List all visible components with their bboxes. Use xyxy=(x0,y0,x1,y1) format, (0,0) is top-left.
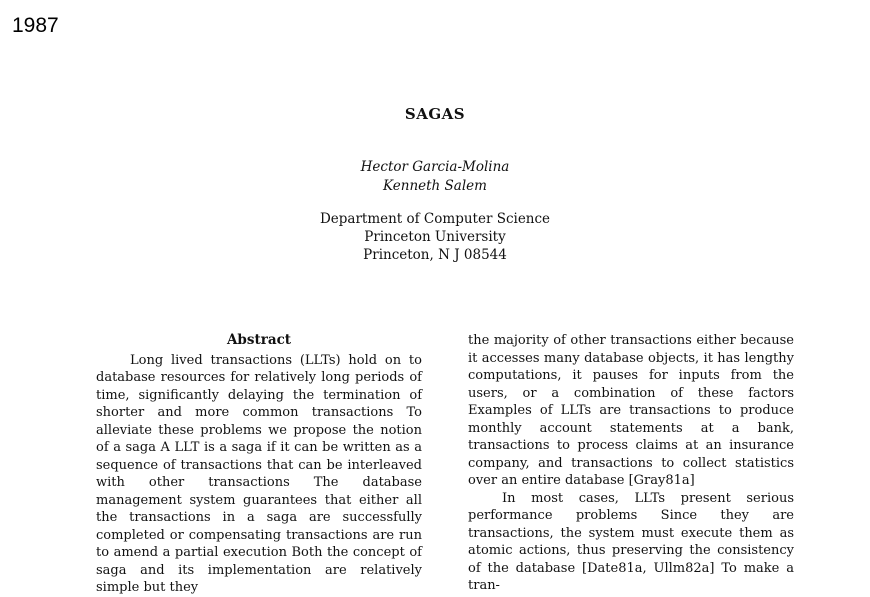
affiliation-line: Department of Computer Science xyxy=(319,211,551,227)
abstract-heading: Abstract xyxy=(226,332,292,348)
abstract-paragraph: Long lived transactions (LLTs) hold on to database resources for relatively long periods of time, significantly delaying the termination of shorter and more common transactions To alleviate these problems we propose the notion of a saga A LLT is a saga if it can be written as a sequence of transactions that can be interleaved with other transactions The database management system guarantees that either all the transactions in a saga are successfully completed or compensating transactions are run to amend a partial execution Both the concept of saga and its implementation are relatively simple but they xyxy=(96,352,422,595)
left-column xyxy=(96,332,422,595)
right-column xyxy=(468,332,794,593)
affiliation-line: Princeton University xyxy=(364,229,506,245)
author-name: Kenneth Salem xyxy=(383,178,487,194)
year-label: 1987 xyxy=(12,14,59,37)
affiliation-line: Princeton, N J 08544 xyxy=(363,247,507,263)
body-paragraph: the majority of other transactions either because it accesses many database objects, it has lengthy computations, it pauses for inputs from the users, or a combination of these factors Examples of LLTs are transactions to produce monthly account statements at a bank, transactions to process claims at an insurance company, and transactions to collect statistics over an entire database [Gray81a] xyxy=(468,333,794,488)
author-list xyxy=(0,158,870,196)
author-name: Hector Garcia-Molina xyxy=(360,159,510,175)
body-paragraph: In most cases, LLTs present serious performance problems Since they are transactions, the system must execute them as atomic actions, thus preserving the consistency of the database [Date81a, Ullm82a] To make a tran- xyxy=(468,490,794,593)
paper-title: SAGAS xyxy=(404,105,466,123)
affiliation xyxy=(0,210,870,264)
